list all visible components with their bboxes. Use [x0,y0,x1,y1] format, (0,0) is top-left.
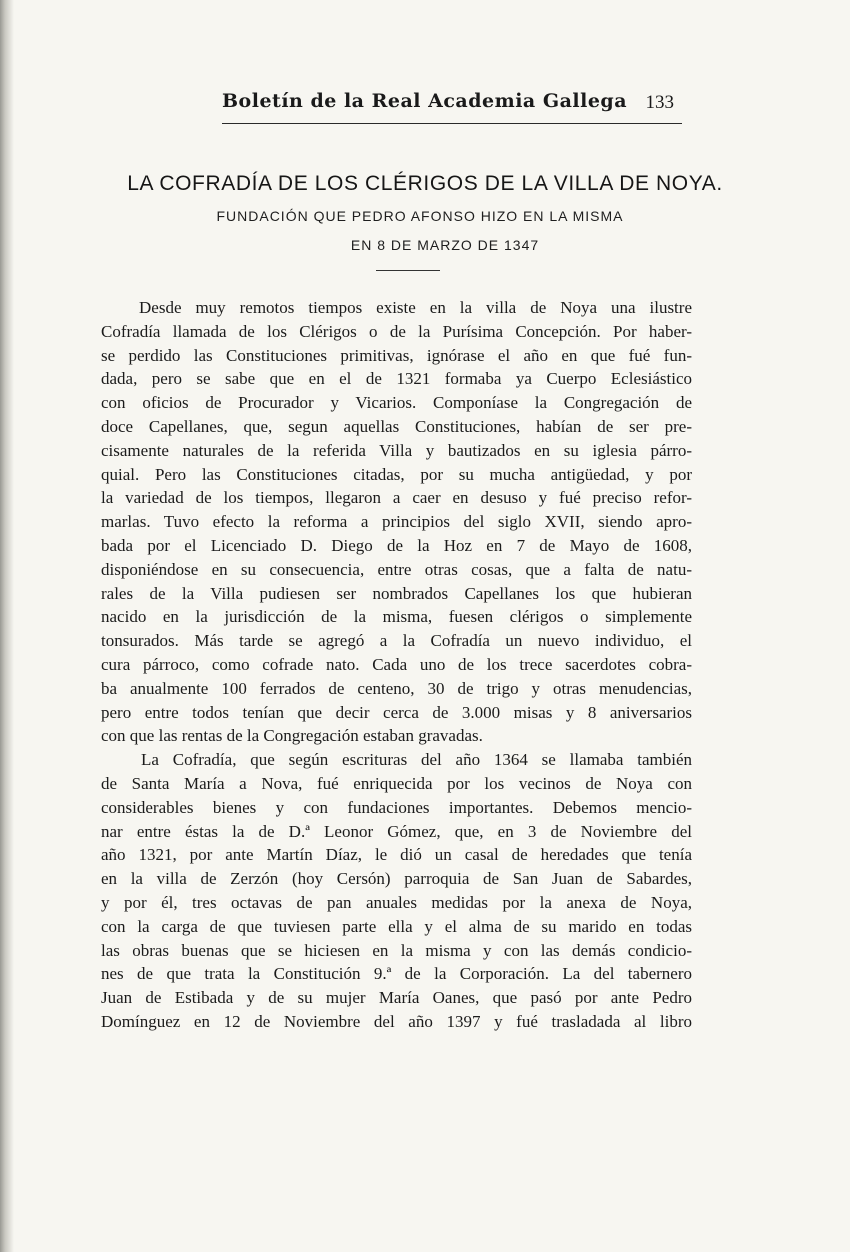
body-line: se perdido las Constituciones primitivas, ignórase el año en que fué fun- [101,345,692,365]
body-line: y por él, tres octavas de pan anuales medidas por la anexa de Noya, [101,892,692,912]
body-line: Cofradía llamada de los Clérigos o de la Purísima Concepción. Por haber- [101,321,692,341]
body-line: considerables bienes y con fundaciones importantes. Debemos mencio- [101,797,692,817]
body-line: tonsurados. Más tarde se agregó a la Cofradía un nuevo individuo, el [101,631,692,651]
body-line: rales de la Villa pudiesen ser nombrados Capellanes los que hubieran [101,583,692,603]
body-line: con la carga de que tuviesen parte ella y el alma de su marido en todas [101,916,692,936]
body-line: doce Capellanes, que, segun aquellas Constituciones, habían de ser pre- [101,416,692,436]
page-number: 133 [645,92,674,113]
body-line: disponiéndose en su consecuencia, entre otras cosas, que a falta de natu- [101,559,692,579]
body-line: ba anualmente 100 ferrados de centeno, 30 de trigo y otras menudencias, [101,678,692,698]
body-line: Juan de Estibada y de su mujer María Oanes, que pasó por ante Pedro [101,988,692,1008]
title-divider [376,270,440,271]
body-line: quial. Pero las Constituciones citadas, por su mucha antigüedad, y por [101,464,692,484]
header-rule [222,123,682,124]
body-line: Domínguez en 12 de Noviembre del año 1397 y fué trasladada al libro [101,1011,692,1031]
body-line: las obras buenas que se hiciesen en la misma y con las demás condicio- [101,940,692,960]
body-line: con que las rentas de la Congregación estaban gravadas. [101,726,483,746]
body-line: pero entre todos tenían que decir cerca de 3.000 misas y 8 aniversarios [101,702,692,722]
body-line: de Santa María a Nova, fué enriquecida por los vecinos de Noya con [101,773,692,793]
running-head [222,90,682,124]
body-line: cisamente naturales de la referida Villa y bautizados en su iglesia párro- [101,440,692,460]
article-subtitle-line2: EN 8 DE MARZO DE 1347 [350,237,540,253]
article-body [101,296,692,1034]
article-subtitle-line1: FUNDACIÓN QUE PEDRO AFONSO HIZO EN LA MISMA [216,208,624,224]
body-line: en la villa de Zerzón (hoy Cersón) parroquia de San Juan de Sabardes, [101,869,692,889]
body-line: año 1321, por ante Martín Díaz, le dió un casal de heredades que tenía [101,845,692,865]
body-line: marlas. Tuvo efecto la reforma a principios del siglo XVII, siendo apro- [101,512,692,532]
body-line: nar entre éstas la de D.ª Leonor Gómez, que, en 3 de Noviembre del [101,821,692,841]
body-line: Desde muy remotos tiempos existe en la villa de Noya una ilustre [139,298,692,317]
body-line: nacido en la jurisdicción de la misma, fuesen clérigos o simplemente [101,607,692,627]
journal-title: Boletín de la Real Academia Gallega [222,90,628,112]
body-line: la variedad de los tiempos, llegaron a caer en desuso y fué preciso refor- [101,488,692,508]
body-line: La Cofradía, que según escrituras del año 1364 se llamaba también [141,750,692,770]
body-line: con oficios de Procurador y Vicarios. Componíase la Congregación de [101,393,692,413]
body-line: bada por el Licenciado D. Diego de la Hoz en 7 de Mayo de 1608, [101,535,692,555]
body-line: cura párroco, como cofrade nato. Cada uno de los trece sacerdotes cobra- [101,654,692,674]
body-line: dada, pero se sabe que en el de 1321 formaba ya Cuerpo Eclesiástico [101,369,692,389]
article-title: LA COFRADÍA DE LOS CLÉRIGOS DE LA VILLA DE NOYA. [127,172,723,195]
body-line: nes de que trata la Constitución 9.ª de la Corporación. La del tabernero [101,964,692,984]
